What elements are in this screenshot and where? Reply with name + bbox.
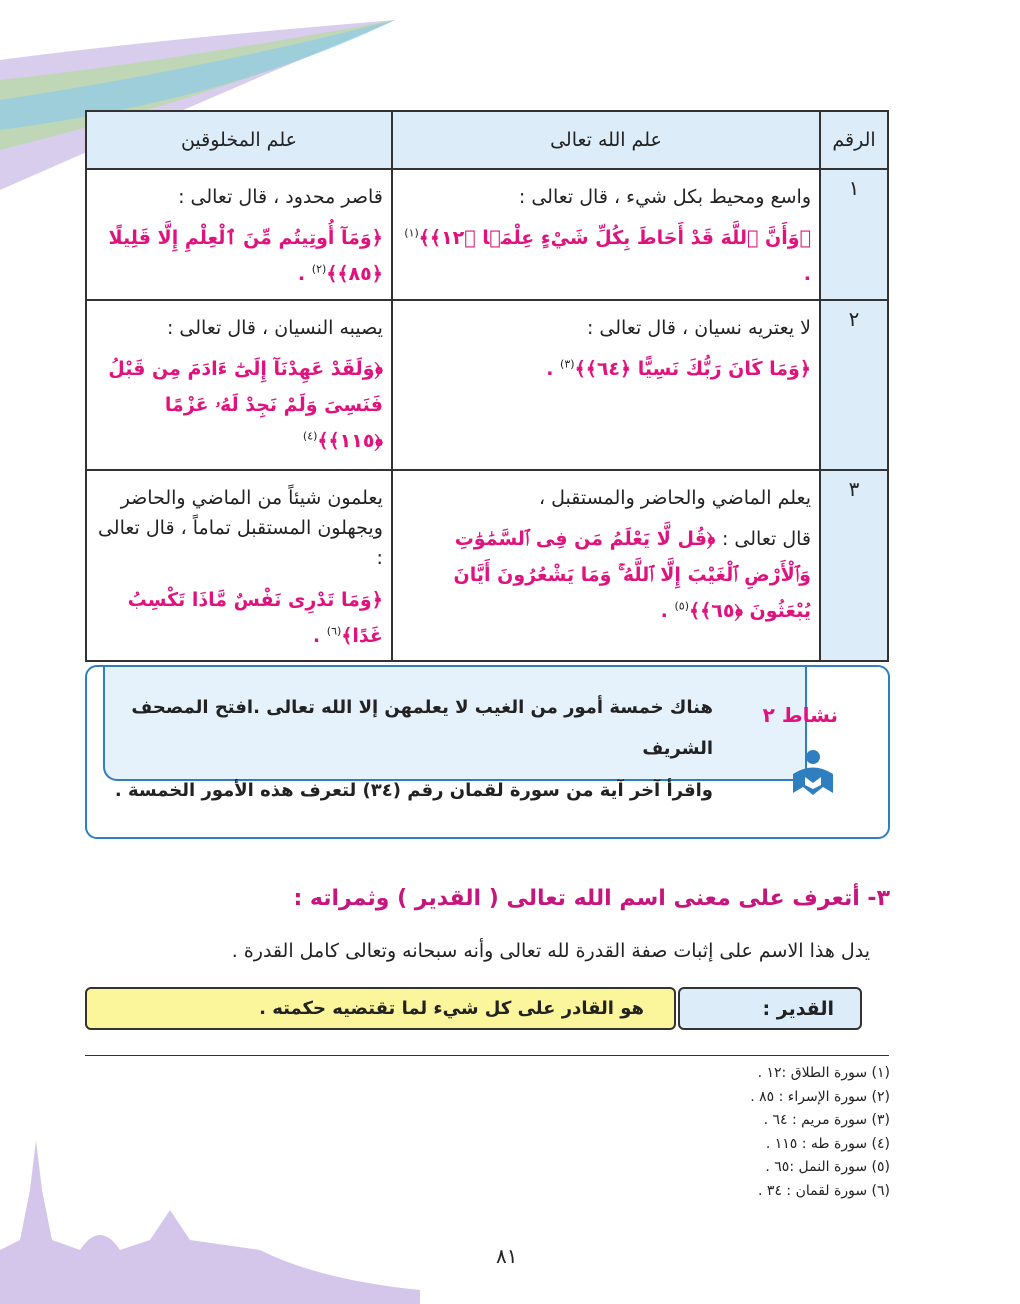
footnote: (٣) سورة مريم : ٦٤ .	[763, 1112, 890, 1128]
footnotes	[750, 1062, 890, 1203]
activity-line: واقرأ آخر آية من سورة لقمان رقم (٣٤) لتعرف هذه الأمور الخمسة .	[114, 779, 713, 801]
activity-box	[85, 665, 890, 839]
cell-text: واسع ومحيط بكل شيء ، قال تعالى :	[518, 186, 811, 208]
cell-text: يعلم الماضي والحاضر والمستقبل ،	[538, 486, 811, 509]
footnote: (٤) سورة طه : ١١٥ .	[765, 1135, 890, 1152]
verse: قال تعالى : ﴿قُل لَّا يَعْلَمُ مَن فِى ٱلسَّمَٰوَٰتِ وَٱلْأَرْضِ ٱلْغَيْبَ إِلَّا ٱللَّهُ ۚ وَمَا يَشْعُرُونَ أَيَّانَ يُبْعَثُونَ ﴿٦٥﴾﴾$^{(٥)}$ .	[453, 527, 811, 623]
creatures-cell	[86, 300, 392, 470]
mosque-decoration	[0, 1130, 420, 1304]
activity-line: هناك خمسة أمور من الغيب لا يعلمهن إلا الله تعالى .افتح المصحف الشريف	[131, 697, 713, 760]
activity-text	[103, 687, 713, 811]
definition-term: القدير :	[678, 987, 862, 1030]
header-creatures-knowledge: علم المخلوقين	[86, 111, 392, 169]
knowledge-comparison-table	[85, 110, 889, 662]
allah-cell	[392, 300, 820, 470]
verse: ﴿وَلَقَدْ عَهِدْنَآ إِلَىٰٓ ءَادَمَ مِن قَبْلُ فَنَسِىَ وَلَمْ نَجِدْ لَهُۥ عَزْمًا ﴿١١٥﴾﴾$^{(٤)}$	[108, 357, 383, 453]
allah-cell	[392, 470, 820, 661]
table-header-row	[86, 111, 888, 169]
creatures-cell	[86, 470, 392, 661]
definition-text: هو القادر على كل شيء لما تقتضيه حكمته .	[85, 987, 676, 1030]
footnote: (١) سورة الطلاق :١٢ .	[757, 1065, 890, 1081]
section-body: يدل هذا الاسم على إثبات صفة القدرة لله تعالى وأنه سبحانه وتعالى كامل القدرة .	[231, 940, 870, 962]
row-number: ٢	[820, 300, 888, 470]
footnote: (٢) سورة الإسراء : ٨٥ .	[750, 1088, 890, 1105]
allah-cell	[392, 169, 820, 300]
verse: ﴿وَأَنَّ ٱللَّهَ قَدْ أَحَاطَ بِكُلِّ شَيْءٍ عِلْمَۢا ﴿١٢﴾﴾$^{(١)}$ .	[404, 227, 811, 286]
cell-text: لا يعتريه نسيان ، قال تعالى :	[586, 316, 811, 339]
verse: ﴿وَمَا كَانَ رَبُّكَ نَسِيًّا ﴿٦٤﴾﴾$^{(٣)}$ .	[546, 357, 811, 380]
cell-text: يصيبه النسيان ، قال تعالى :	[166, 316, 383, 339]
reading-person-icon	[788, 749, 838, 799]
header-number: الرقم	[820, 111, 888, 169]
header-allah-knowledge: علم الله تعالى	[392, 111, 820, 169]
page-number: ٨١	[496, 1244, 518, 1268]
cell-text: قاصر محدود ، قال تعالى :	[178, 186, 383, 208]
table-row	[86, 300, 888, 470]
verse: ﴿وَمَآ أُوتِيتُم مِّنَ ٱلْعِلْمِ إِلَّا قَلِيلًا ﴿٨٥﴾﴾$^{(٢)}$ .	[108, 227, 383, 286]
section-title: ٣- أتعرف على معنى اسم الله تعالى ( القدير ) وثمراته :	[293, 886, 890, 911]
creatures-cell	[86, 169, 392, 300]
cell-text: يعلمون شيئاً من الماضي والحاضر ويجهلون المستقبل تماماً ، قال تعالى :	[97, 486, 383, 570]
row-number: ١	[820, 169, 888, 300]
table-row	[86, 470, 888, 661]
footnote: (٥) سورة النمل :٦٥ .	[765, 1159, 890, 1175]
footnote: (٦) سورة لقمان : ٣٤ .	[758, 1182, 890, 1199]
activity-label: نشاط ٢	[762, 703, 838, 727]
table-row	[86, 169, 888, 300]
footnote-divider	[85, 1055, 889, 1056]
row-number: ٣	[820, 470, 888, 661]
verse: ﴿وَمَا تَدْرِى نَفْسٌ مَّاذَا تَكْسِبُ غَدًا﴾$^{(٦)}$ .	[127, 588, 383, 647]
